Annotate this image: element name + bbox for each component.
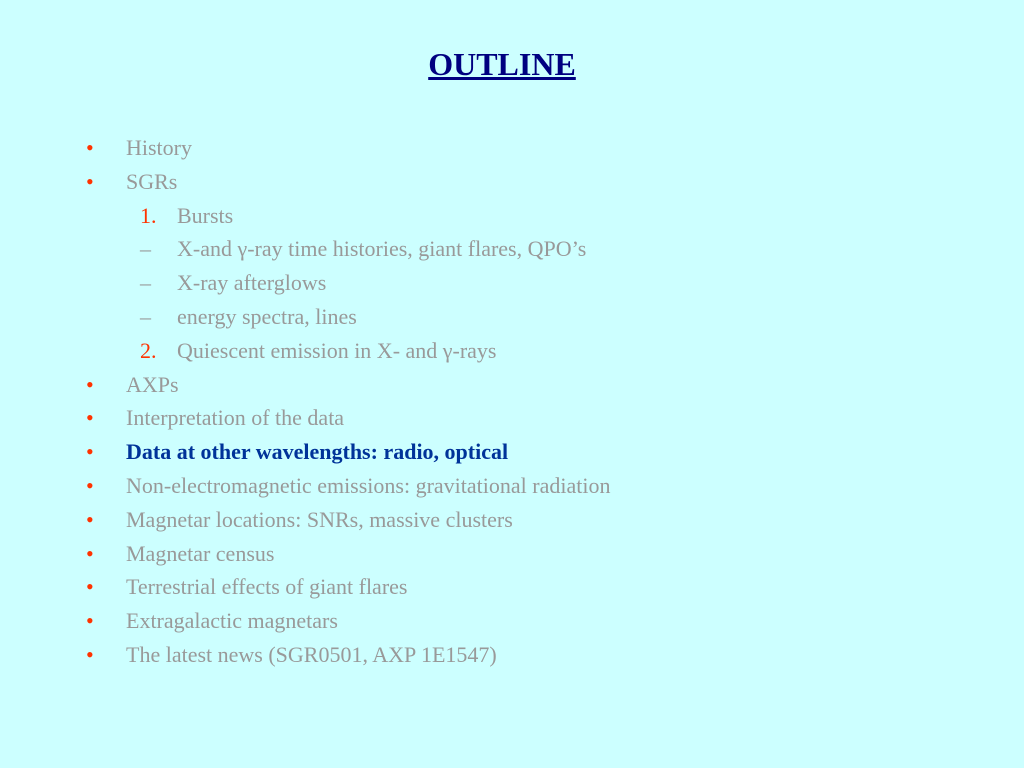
outline-item-sgrs <box>0 165 1000 199</box>
dash-marker: – <box>140 236 151 262</box>
outline-item-text: Extragalactic magnetars <box>126 608 338 634</box>
bullet-marker: • <box>86 135 94 160</box>
bullet-marker: • <box>86 641 94 667</box>
outline-subitem-afterglows <box>0 266 1000 300</box>
bullet-marker: • <box>86 540 94 566</box>
outline-item-magnetar-census <box>0 537 1000 571</box>
outline-item-non-electromagnetic <box>0 469 1000 503</box>
outline-item-extragalactic <box>0 604 1000 638</box>
outline-item-text: AXPs <box>126 371 179 397</box>
outline-item-text: energy spectra, lines <box>177 303 357 329</box>
outline-item-text: SGRs <box>126 168 178 194</box>
outline-item-text: X-and γ-ray time histories, giant flares, QPO’s <box>177 236 587 262</box>
outline-item-latest-news <box>0 638 1000 672</box>
outline-item-axps <box>0 368 1000 402</box>
outline-item-text: Terrestrial effects of giant flares <box>126 574 408 600</box>
outline-item-text: X-ray afterglows <box>177 270 327 296</box>
dash-marker: – <box>140 270 151 296</box>
number-marker: 1. <box>140 202 157 228</box>
bullet-marker: • <box>86 574 94 600</box>
outline-subitem-energy-spectra <box>0 300 1000 334</box>
outline-subitem-quiescent-emission <box>0 334 1000 368</box>
bullet-marker: • <box>86 506 94 532</box>
outline-item-magnetar-locations <box>0 503 1000 537</box>
outline-item-text: The latest news (SGR0501, AXP 1E1547) <box>126 641 497 667</box>
outline-subitem-bursts <box>0 199 1000 233</box>
outline-item-text: Interpretation of the data <box>126 405 345 431</box>
outline-item-text: Non-electromagnetic emissions: gravitational radiation <box>126 472 611 498</box>
bullet-marker: • <box>86 371 94 397</box>
outline-item-other-wavelengths <box>0 435 1000 469</box>
outline-item-text: History <box>126 135 192 160</box>
outline-item-terrestrial-effects <box>0 570 1000 604</box>
outline-item-text: Magnetar locations: SNRs, massive clusters <box>126 506 513 532</box>
slide-title: OUTLINE <box>428 46 576 82</box>
outline-item-interpretation <box>0 401 1000 435</box>
outline-item-text: Bursts <box>177 202 234 228</box>
bullet-marker: • <box>86 608 94 634</box>
bullet-marker: • <box>86 168 94 194</box>
outline-item-text: Magnetar census <box>126 540 275 566</box>
bullet-marker: • <box>86 472 94 498</box>
number-marker: 2. <box>140 337 157 363</box>
outline-item-text-current: Data at other wavelengths: radio, optical <box>126 439 509 465</box>
outline-subitem-time-histories <box>0 232 1000 266</box>
dash-marker: – <box>140 303 151 329</box>
outline-list <box>0 131 1000 672</box>
bullet-marker: • <box>86 405 94 431</box>
bullet-marker: • <box>86 439 94 465</box>
outline-item-history <box>0 131 1000 165</box>
outline-item-text: Quiescent emission in X- and γ-rays <box>177 337 497 363</box>
